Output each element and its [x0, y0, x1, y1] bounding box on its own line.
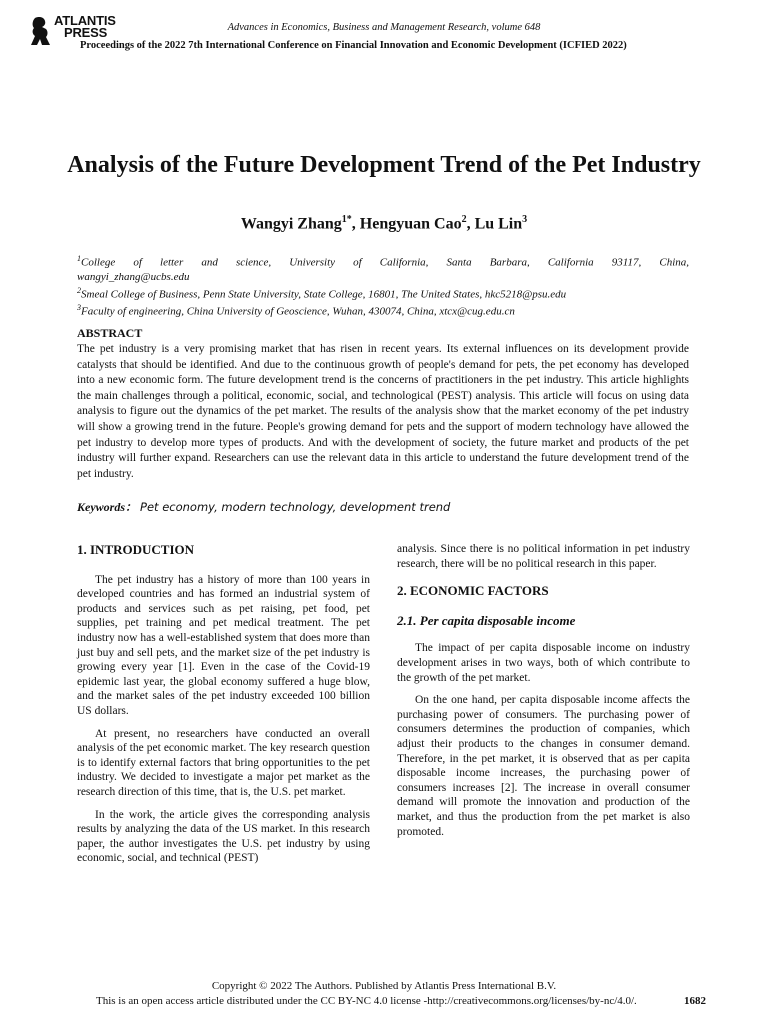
author-name: Lu Lin — [474, 215, 523, 233]
logo-line-2: PRESS — [64, 25, 108, 40]
page-number: 1682 — [684, 995, 706, 1007]
section-heading-economic-factors: 2. ECONOMIC FACTORS — [397, 583, 549, 599]
paragraph: At present, no researchers have conducted an overall analysis of the pet economic market. The key research question is to identify external factors that bring opportunities to the pet industry. We decided to investigate a major pet market as the research direction of this time, that is, the U.S. pet market. — [77, 727, 370, 798]
author-name: Hengyuan Cao — [359, 215, 462, 233]
affiliation-1 — [77, 252, 689, 270]
journal-name: Advances in Economics, Business and Management Research, volume 648 — [227, 22, 541, 33]
abstract-text: The pet industry is a very promising market that has risen in recent years. Its external influences on its development provide catalysts that should be identified. And due to the continuous growth of people's demand for pets, the pet economy has developed into a new economic form. The future development trend is the concerns of practitioners in the pet industry. This article highlights the main challenges through a political, economic, social, and technological (PEST) analysis. This article will focus on using data analysis to figure out the dynamics of the pet market. The results of the analysis show that the market economy of the pet industry will show a growing trend in the future. People's growing demand for pets and the support of modern technology have allowed the pet industry to develop more types of products. And with the development of society, the future market and products of the pet industry will further expand. Researchers can use the relevant data in this article to understand the future development trend of the pet industry. — [77, 343, 689, 480]
abstract-heading: ABSTRACT — [77, 326, 143, 340]
author-sup: 2 — [461, 214, 467, 225]
copyright-notice: Copyright © 2022 The Authors. Published by Atlantis Press International B.V. — [211, 980, 557, 992]
affiliation-sup: 1 — [77, 254, 81, 263]
paragraph: In the work, the article gives the corresponding analysis results by analyzing the data of the US market. In this research paper, the author investigates the U.S. pet industry by using economic, social, and technical (PEST) — [77, 808, 370, 865]
keywords-text: Pet economy, modern technology, development trend — [140, 500, 451, 514]
paragraph: The pet industry has a history of more than 100 years in developed countries and has formed an industrial system of products and services such as pet raising, pet food, pet supplies, pet training and pet medical treatment. The pet industry now has a well-established system that does more than just buy and sell pets, and the market size of the pet industry is growing every year [1]. Even in the case of the Covid-19 epidemic last year, the global economy suffered a huge blow, and the market sales of the pet industry exceeded 100 billion US dollars. — [77, 573, 370, 717]
affiliation-3 — [77, 301, 689, 319]
license-notice: This is an open access article distributed under the CC BY-NC 4.0 license -http://creativecommons.org/licenses/by-nc/4.0/. — [96, 995, 637, 1007]
affiliation-2 — [77, 284, 689, 302]
affiliation-1-email — [77, 270, 689, 284]
paragraph-continuation: analysis. Since there is no political information in pet industry research, there will be no political research in this paper. — [397, 543, 690, 570]
proceedings-name: Proceedings of the 2022 7th International Conference on Financial Innovation and Economic Development (ICFIED 2022) — [80, 40, 627, 51]
affiliation-sup: 2 — [77, 285, 81, 295]
right-column — [397, 542, 690, 847]
affiliation-sup: 3 — [77, 303, 81, 313]
left-column — [77, 543, 370, 874]
author-sep: , — [466, 215, 475, 233]
keywords-label: Keywords： — [77, 500, 138, 514]
paragraph: The impact of per capita disposable income on industry development arises in two ways, both of which contribute to the growth of the pet market. — [397, 642, 690, 684]
affiliation-text: Faculty of engineering, China University of Geoscience, Wuhan, 430074, China, xtcx@cug.edu.cn — [81, 305, 515, 318]
affiliation-text: wangyi_zhang@ucbs.edu — [77, 270, 190, 283]
author-list — [0, 214, 768, 233]
author-sup: 1* — [341, 214, 352, 225]
author-sep: , — [351, 215, 360, 233]
author-name: Wangyi Zhang — [240, 215, 342, 233]
affiliation-text: Smeal College of Business, Penn State University, State College, 16801, The United States, hkc5218@psu.edu — [81, 288, 567, 301]
paragraph: On the one hand, per capita disposable income affects the purchasing power of consumers. The purchasing power of consumers determines the production of companies, which adjust their products to the changes in consumer demand. Therefore, in the pet market, it is observed that as per capita disposable income increases, the purchasing power of consumers increases [2]. The increase in overall consumer demand will promote the innovation and production of the market, and thus the production from the pet market is also promoted. — [397, 694, 690, 838]
author-sup: 3 — [522, 214, 528, 225]
affiliations — [77, 252, 689, 319]
logo-line-1: ATLANTIS — [54, 13, 116, 28]
paper-title: Analysis of the Future Development Trend of the Pet Industry — [67, 152, 701, 178]
section-heading-introduction: 1. INTRODUCTION — [77, 542, 195, 557]
subsection-heading-income: 2.1. Per capita disposable income — [397, 612, 576, 628]
affiliation-text: College of letter and science, University of California, Santa Barbara, California 93117, China, — [81, 256, 689, 269]
keywords — [77, 498, 450, 515]
